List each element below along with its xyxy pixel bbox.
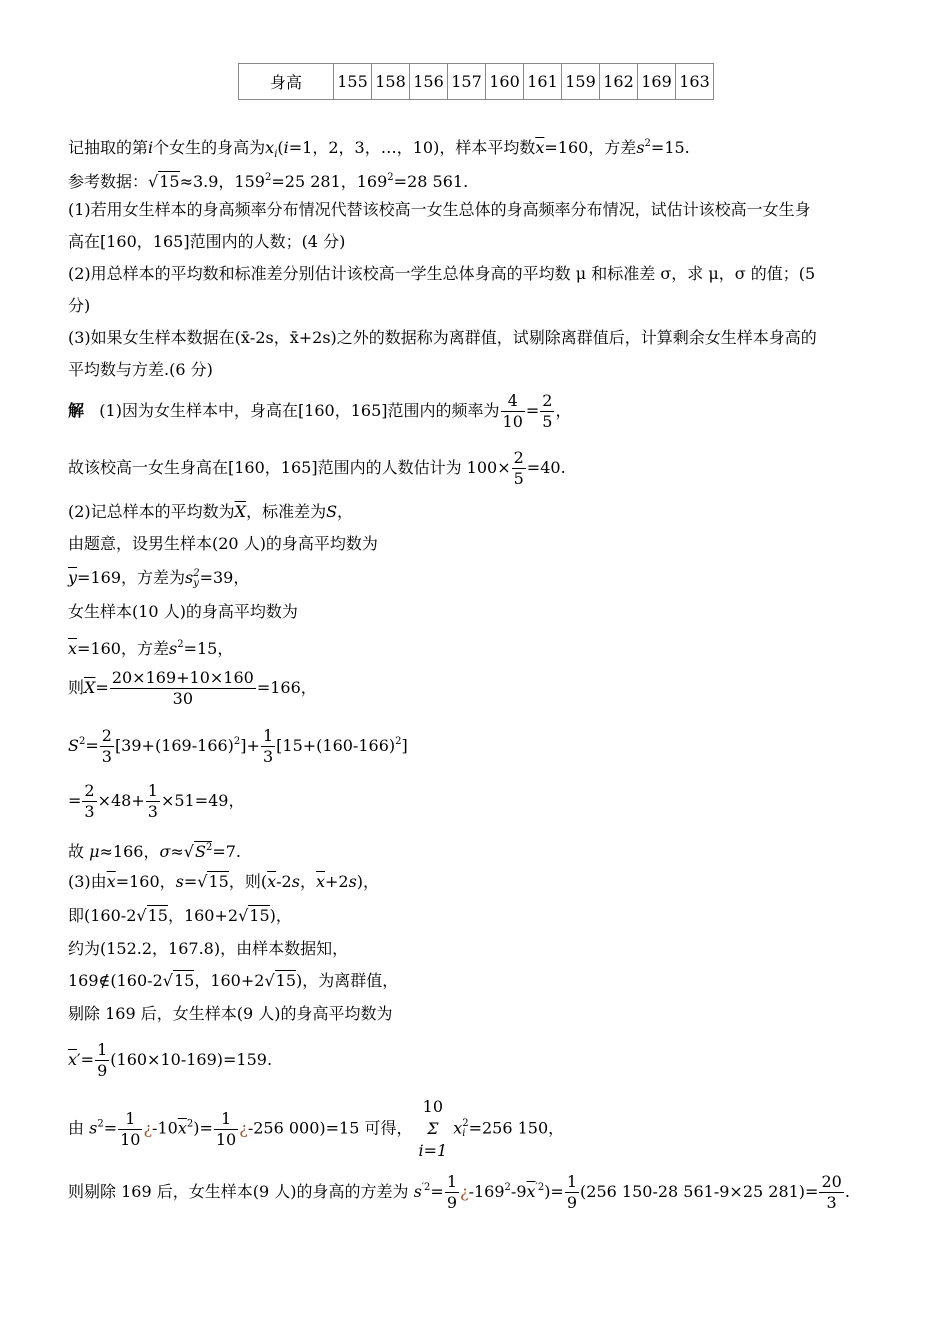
solution-part-2-c: $\overline{y}=169$，方差为s 2 y =39， — [68, 567, 250, 589]
table-value-cell: 155 — [334, 64, 372, 100]
question-2-line-1: (2)用总样本的平均数和标准差分别估计该校高一学生总体身高的平均数 μ 和标准差 σ，求 μ，σ 的值；(5 — [68, 264, 816, 283]
table-header-cell: 身高 — [239, 64, 334, 100]
question-3-line-2: 平均数与方差.(6 分) — [68, 360, 213, 379]
table-value-cell: 158 — [372, 64, 410, 100]
solution-part-2-e: $\overline{x}=160$，方差$s^2=15$， — [68, 639, 234, 658]
solution-part-3-f: $\overline{x}'=$ $\frac{1}{9}$ (160×10-169)=159. — [68, 1040, 273, 1080]
solution-label: 解 — [68, 401, 85, 420]
solution-part-2-a: (2)记总样本的平均数为$\overline{X}$，标准差为S， — [68, 502, 354, 521]
solution-part-1-a: 解 (1)因为女生样本中，身高在[160，165]范围内的频率为 $\frac{4}{10}$ = $\frac{2}{5}$ ， — [68, 391, 572, 431]
table-value-cell: 156 — [410, 64, 448, 100]
table-value-cell: 160 — [486, 64, 524, 100]
problem-intro: 记抽取的第i个女生的身高为$x_i(i=1$，2，3，…，10)，样本平均数$\overline{x}=160$，方差$s^2=15$. — [68, 138, 690, 160]
table-value-cell: 162 — [600, 64, 638, 100]
height-table — [238, 63, 714, 100]
table-value-cell: 163 — [676, 64, 714, 100]
table-value-cell: 159 — [562, 64, 600, 100]
solution-part-3-c: 约为(152.2，167.8)，由样本数据知， — [68, 939, 349, 958]
question-2-line-2: 分) — [68, 296, 91, 315]
solution-part-3-e: 剔除 169 后，女生样本(9 人)的身高平均数为 — [68, 1004, 393, 1023]
summation-sign: 10 Σ i=1 — [418, 1097, 448, 1160]
solution-part-2-i: 故 μ≈166，$\sigma\approx√S^2=7$. — [68, 842, 242, 861]
solution-part-3-g: 由 $s^2=$ $\frac{1}{10}$ ¿$-10\overline{x}^2)=$ $\frac{1}{10}$ ¿-256 000)=15 可得， 10 Σ i=1 x 2 i =256 150， — [68, 1097, 565, 1160]
solution-part-1-b: 故该校高一女生身高在[160，165]范围内的人数估计为 100× $\frac{2}{5}$ =40. — [68, 448, 566, 488]
solution-part-2-h: = $\frac{2}{3}$ ×48+ $\frac{1}{3}$ ×51=49， — [68, 781, 245, 821]
table-value-cell: 169 — [638, 64, 676, 100]
solution-part-2-b: 由题意，设男生样本(20 人)的身高平均数为 — [68, 534, 378, 553]
solution-part-3-h: 则剔除 169 后，女生样本(9 人)的身高的方差为 $s^{'2}=$ $\frac{1}{9}$ ¿$-169^2-9\overline{x}^{'2})=$ $\frac{1}{9}$ (256 150-28 561-9×25 281)= $\frac{20}{3}$ . — [68, 1172, 850, 1212]
table-value-cell: 161 — [524, 64, 562, 100]
solution-part-3-d: 169∉(160-2√15，160+2√15)，为离群值， — [68, 971, 399, 990]
solution-part-3-a: (3)由$\overline{x}=160$，s=√15，则($\overline{x}-2s$，$\overline{x}+2s$)， — [68, 872, 380, 891]
question-1-line-2: 高在[160，165]范围内的人数；(4 分) — [68, 232, 346, 251]
question-3-line-1: (3)如果女生样本数据在(x̄-2s，x̄+2s)之外的数据称为离群值，试剔除离群值后，计算剩余女生样本身高的 — [68, 328, 817, 347]
table-value-cell: 157 — [448, 64, 486, 100]
solution-part-3-b: 即(160-2√15，160+2√15)， — [68, 906, 292, 925]
reference-data: 参考数据：√15≈3.9，$159^2=25$ 281，$169^2=28$ 561. — [68, 172, 469, 191]
solution-part-2-f: 则$\overline{X}=$ $\frac{20\times 169+10\times 160}{30}$ =166， — [68, 668, 317, 708]
solution-part-2-d: 女生样本(10 人)的身高平均数为 — [68, 602, 298, 621]
question-1-line-1: (1)若用女生样本的身高频率分布情况代替该校高一女生总体的身高频率分布情况，试估计该校高一女生身 — [68, 200, 811, 219]
solution-part-2-g: $S^2=$ $\frac{2}{3}$ $[39+(169-166)^2]+$ $\frac{1}{3}$ $[15+(160-166)^2]$ — [68, 726, 408, 766]
